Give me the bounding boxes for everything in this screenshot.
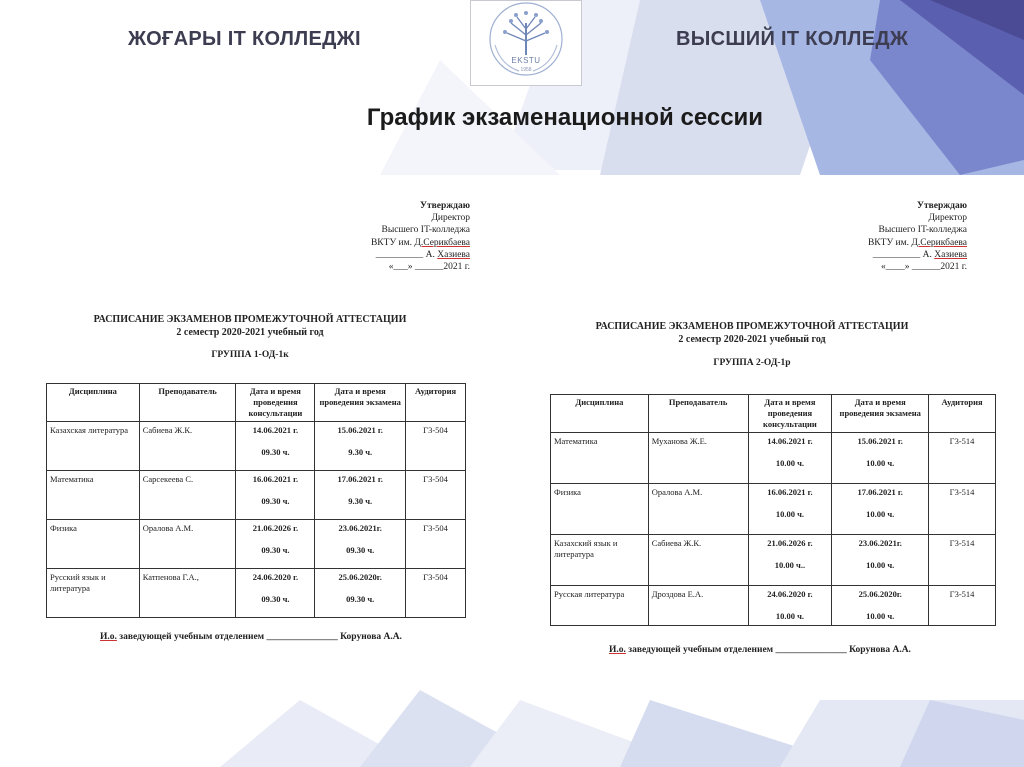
exam-cell	[315, 569, 406, 618]
exam-cell	[832, 484, 929, 535]
room-cell: Г3-514	[929, 586, 996, 626]
approval-heading: Утверждаю	[917, 201, 967, 211]
teacher-cell: Муханова Ж.Е.	[648, 433, 748, 484]
table-row	[47, 422, 466, 471]
approval-text: __________ А.	[872, 249, 935, 260]
room-cell: Г3-514	[929, 535, 996, 586]
approval-name: Д.Серикбаева	[911, 237, 967, 248]
subject-cell: Математика	[551, 433, 649, 484]
schedule-table	[550, 394, 996, 626]
exam-time: 09.30 ч.	[346, 594, 375, 604]
approval-text: ВКТУ им.	[867, 237, 912, 248]
column-header: Дата и время проведения консультации	[748, 395, 832, 433]
exam-time: 10.00 ч.	[866, 509, 895, 519]
schedule-title	[547, 320, 957, 346]
table-row	[551, 586, 996, 626]
consultation-time: 09.30 ч.	[261, 447, 290, 457]
signature-prefix: И.о.	[100, 632, 117, 642]
subject-cell: Казахская литература	[47, 422, 140, 471]
column-header: Дата и время проведения экзамена	[315, 384, 406, 422]
consultation-date: 14.06.2021 г.	[767, 436, 813, 446]
consultation-time: 09.30 ч.	[261, 594, 290, 604]
schedule-table	[46, 383, 466, 618]
subject-cell: Русский язык и литература	[47, 569, 140, 618]
room-cell: Г3-504	[406, 471, 466, 520]
teacher-cell: Дроздова Е.А.	[648, 586, 748, 626]
group-name: ГРУППА 1-ОД-1к	[211, 350, 289, 360]
consultation-date: 24.06.2020 г.	[767, 589, 813, 599]
header-left-title: ЖОҒАРЫ IT КОЛЛЕДЖІ	[128, 28, 361, 50]
table-row	[551, 433, 996, 484]
column-header: Дисциплина	[47, 384, 140, 422]
table-header-row	[551, 395, 996, 433]
column-header: Преподаватель	[139, 384, 236, 422]
consultation-date: 16.06.2021 г.	[252, 474, 299, 484]
approval-line: Высшего IT-колледжа	[878, 225, 967, 236]
consultation-time: 09.30 ч.	[261, 496, 290, 506]
exam-cell	[832, 433, 929, 484]
column-header: Дисциплина	[551, 395, 649, 433]
room-cell: Г3-504	[406, 422, 466, 471]
approval-name: Хазиева	[437, 249, 470, 260]
signature-prefix: И.о.	[609, 645, 626, 655]
exam-cell	[315, 471, 406, 520]
exam-date: 17.06.2021 г.	[857, 487, 903, 497]
signature-text: заведующей учебным отделением _______________ Корунова А.А.	[625, 645, 911, 655]
logo-year: 1958	[520, 67, 532, 73]
consultation-date: 16.06.2021 г.	[767, 487, 813, 497]
header-right-title: ВЫСШИЙ IT КОЛЛЕДЖ	[676, 28, 909, 50]
schedule-title	[40, 313, 460, 339]
approval-line: Директор	[928, 213, 967, 224]
exam-date: 25.06.2020г.	[338, 572, 382, 582]
consultation-cell	[236, 471, 315, 520]
teacher-cell: Оралова А.М.	[139, 520, 236, 569]
subject-cell: Казахский язык и литература	[551, 535, 649, 586]
column-header: Преподаватель	[648, 395, 748, 433]
schedule-semester: 2 семестр 2020-2021 учебный год	[176, 327, 324, 338]
exam-date: 17.06.2021 г.	[337, 474, 383, 484]
room-cell: Г3-514	[929, 433, 996, 484]
teacher-cell: Оралова А.М.	[648, 484, 748, 535]
exam-date: 15.06.2021 г.	[337, 425, 383, 435]
exam-date: 23.06.2021г.	[338, 523, 382, 533]
schedule-title-line: РАСПИСАНИЕ ЭКЗАМЕНОВ ПРОМЕЖУТОЧНОЙ АТТЕСТАЦИИ	[595, 321, 909, 332]
table-header-row	[47, 384, 466, 422]
table-row	[551, 535, 996, 586]
signature-line	[609, 645, 911, 655]
signature-line	[100, 632, 402, 642]
logo-name: EKSTU	[511, 56, 541, 65]
consultation-cell	[236, 520, 315, 569]
approval-block	[290, 200, 470, 273]
teacher-cell: Сарсекеева С.	[139, 471, 236, 520]
teacher-cell: Катпенова Г.А.,	[139, 569, 236, 618]
teacher-cell: Сабиева Ж.К.	[648, 535, 748, 586]
subject-cell: Русская литература	[551, 586, 649, 626]
exam-cell	[832, 586, 929, 626]
consultation-cell	[748, 484, 832, 535]
exam-time: 10.00 ч.	[866, 611, 895, 621]
column-header: Дата и время проведения экзамена	[832, 395, 929, 433]
table-row	[47, 520, 466, 569]
table-row	[47, 471, 466, 520]
exam-time: 9.30 ч.	[348, 447, 373, 457]
teacher-cell: Сабиева Ж.К.	[139, 422, 236, 471]
exam-time: 09.30 ч.	[346, 545, 375, 555]
consultation-date: 21.06.2026 г.	[252, 523, 299, 533]
exam-schedule-document-1	[30, 180, 508, 673]
consultation-cell	[748, 535, 832, 586]
group-name: ГРУППА 2-ОД-1р	[713, 358, 791, 368]
approval-line	[290, 237, 470, 249]
exam-time: 10.00 ч.	[866, 560, 895, 570]
approval-name: Д.Серикбаева	[414, 237, 470, 248]
consultation-cell	[236, 569, 315, 618]
consultation-time: 09.30 ч.	[261, 545, 290, 555]
exam-time: 10.00 ч.	[866, 458, 895, 468]
column-header: Аудитория	[929, 395, 996, 433]
consultation-cell	[236, 422, 315, 471]
table-row	[47, 569, 466, 618]
exam-date: 23.06.2021г.	[858, 538, 902, 548]
approval-heading: Утверждаю	[420, 201, 470, 211]
college-logo	[470, 0, 582, 86]
slide-title: График экзаменационной сессии	[366, 104, 764, 131]
room-cell: Г3-504	[406, 520, 466, 569]
approval-line: Директор	[431, 213, 470, 224]
subject-cell: Физика	[47, 520, 140, 569]
consultation-date: 21.06.2026 г.	[767, 538, 813, 548]
consultation-time: 10.00 ч.	[775, 458, 805, 468]
exam-cell	[315, 422, 406, 471]
signature-text: заведующей учебным отделением _______________ Корунова А.А.	[116, 632, 402, 642]
consultation-time: 10.00 ч.	[775, 509, 805, 519]
consultation-time: 10.00 ч..	[774, 560, 806, 570]
approval-text: ВКТУ им.	[370, 237, 415, 248]
exam-date: 15.06.2021 г.	[857, 436, 903, 446]
exam-cell	[315, 520, 406, 569]
consultation-cell	[748, 586, 832, 626]
approval-line	[787, 249, 967, 261]
room-cell: Г3-504	[406, 569, 466, 618]
exam-time: 9.30 ч.	[348, 496, 373, 506]
exam-schedule-document-2	[527, 178, 1024, 696]
approval-text: __________ А.	[375, 249, 438, 260]
consultation-date: 24.06.2020 г.	[252, 572, 299, 582]
column-header: Аудитория	[406, 384, 466, 422]
room-cell: Г3-514	[929, 484, 996, 535]
column-header: Дата и время проведения консультации	[236, 384, 315, 422]
approval-name: Хазиева	[934, 249, 967, 260]
approval-block	[787, 200, 967, 273]
approval-date: «____» ______2021 г.	[881, 262, 967, 273]
consultation-cell	[748, 433, 832, 484]
subject-cell: Физика	[551, 484, 649, 535]
approval-line	[290, 249, 470, 261]
consultation-date: 14.06.2021 г.	[252, 425, 299, 435]
consultation-time: 10.00 ч.	[775, 611, 805, 621]
approval-line	[787, 237, 967, 249]
exam-cell	[832, 535, 929, 586]
schedule-title-line: РАСПИСАНИЕ ЭКЗАМЕНОВ ПРОМЕЖУТОЧНОЙ АТТЕСТАЦИИ	[93, 314, 407, 325]
table-row	[551, 484, 996, 535]
exam-date: 25.06.2020г.	[858, 589, 902, 599]
schedule-semester: 2 семестр 2020-2021 учебный год	[678, 334, 826, 345]
approval-line: Высшего IT-колледжа	[381, 225, 470, 236]
approval-date: «___» ______2021 г.	[388, 262, 470, 273]
subject-cell: Математика	[47, 471, 140, 520]
